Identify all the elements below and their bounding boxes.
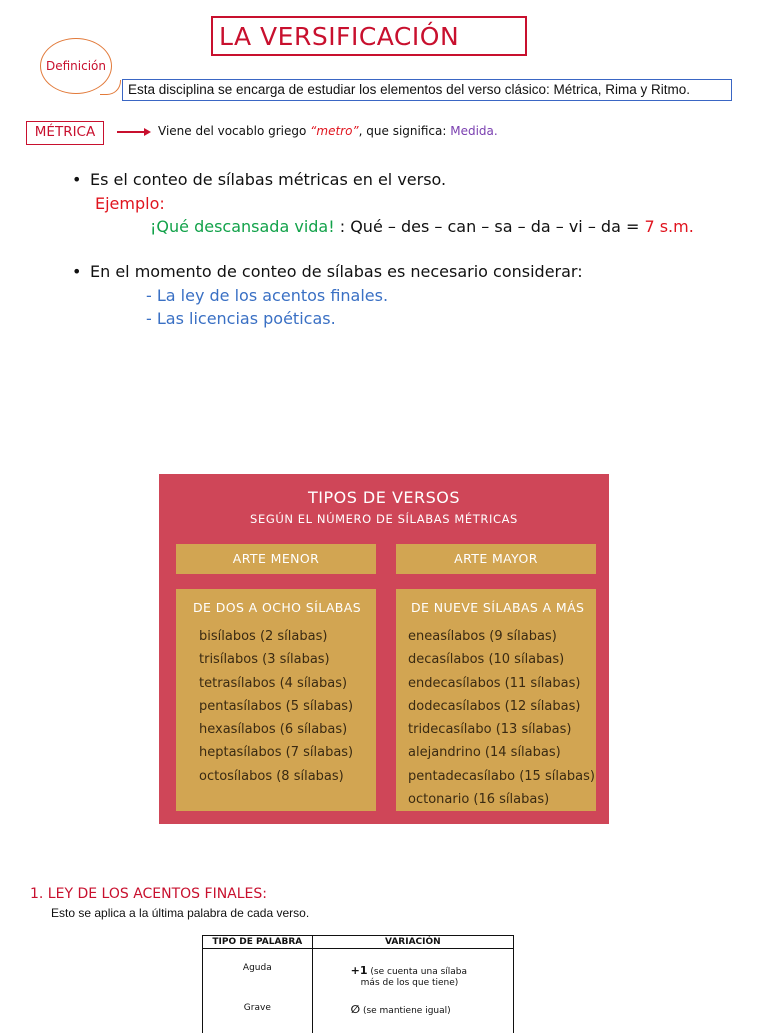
cell-variation xyxy=(312,993,513,1033)
bullet-considerar-text: En el momento de conteo de sílabas es necesario considerar: xyxy=(90,262,583,281)
list-item: decasílabos (10 sílabas) xyxy=(408,652,565,668)
definition-bubble-tail xyxy=(100,80,121,95)
list-item: bisílabos (2 sílabas) xyxy=(199,629,328,644)
list-item: trisílabos (3 sílabas) xyxy=(199,652,330,668)
bullet-considerar xyxy=(72,262,583,281)
bullet-icon: • xyxy=(72,170,82,189)
arte-mayor-header: ARTE MAYOR xyxy=(396,544,596,574)
arte-menor-column xyxy=(176,589,376,811)
panel-title: TIPOS DE VERSOS xyxy=(307,488,461,507)
metrica-label: MÉTRICA xyxy=(26,121,104,145)
right-arrow-icon xyxy=(117,126,151,138)
list-item: pentasílabos (5 sílabas) xyxy=(199,698,354,714)
verse-types-panel xyxy=(159,474,609,824)
list-item-ley-acentos: - La ley de los acentos finales. xyxy=(146,286,389,305)
example-split: : Qué – des – can – sa – da – vi – da = xyxy=(334,217,645,236)
variation-text: (se cuenta una sílaba xyxy=(367,967,468,977)
metrica-prefix: Viene del vocablo griego xyxy=(158,124,311,138)
accent-table xyxy=(202,935,514,1033)
cell-variation xyxy=(312,949,513,993)
list-item: hexasílabos (6 sílabas) xyxy=(199,722,348,738)
example-verse: ¡Qué descansada vida! xyxy=(150,217,335,236)
section-subtext-acentos: Esto se aplica a la última palabra de cada verso. xyxy=(51,906,310,920)
arte-menor-list xyxy=(199,625,353,788)
list-item: pentadecasílabo (15 sílabas) xyxy=(408,768,595,784)
variation-sign: ∅ xyxy=(350,1002,361,1016)
definition-text: Esta disciplina se encarga de estudiar los elementos del verso clásico: Métrica, Rima y Ritmo. xyxy=(122,79,732,101)
metrica-meaning: Medida. xyxy=(450,124,498,138)
example-result: 7 s.m. xyxy=(644,217,694,236)
cell-type: Aguda xyxy=(203,949,313,993)
arte-mayor-list xyxy=(408,625,595,811)
table-row xyxy=(203,993,514,1033)
column-header-variacion: VARIACIÓN xyxy=(312,936,513,949)
list-item: tridecasílabo (13 sílabas) xyxy=(408,722,572,738)
table-header-row xyxy=(203,936,514,949)
list-item: heptasílabos (7 sílabas) xyxy=(199,745,354,761)
column-header-tipo: TIPO DE PALABRA xyxy=(203,936,313,949)
cell-type: Grave xyxy=(203,993,313,1033)
bullet-conteo-text: Es el conteo de sílabas métricas en el verso. xyxy=(90,170,447,189)
variation-text: (se mantiene igual) xyxy=(360,1005,451,1016)
metrica-description xyxy=(158,124,498,138)
list-item: eneasílabos (9 sílabas) xyxy=(408,629,557,644)
metrica-term: “metro” xyxy=(310,124,359,138)
arte-mayor-column xyxy=(396,589,596,811)
list-item: tetrasílabos (4 sílabas) xyxy=(199,675,348,691)
arte-menor-header: ARTE MENOR xyxy=(176,544,376,574)
section-heading-acentos: 1. LEY DE LOS ACENTOS FINALES: xyxy=(30,886,268,902)
arte-mayor-range: DE NUEVE SÍLABAS A MÁS xyxy=(411,600,585,615)
page-title: LA VERSIFICACIÓN xyxy=(211,16,527,56)
list-item: dodecasílabos (12 sílabas) xyxy=(408,698,581,714)
list-item: alejandrino (14 sílabas) xyxy=(408,745,561,761)
variation-text-2: más de los que tiene) xyxy=(360,978,459,988)
variation-sign: +1 xyxy=(350,964,368,977)
list-item-licencias: - Las licencias poéticas. xyxy=(146,309,336,328)
list-item: endecasílabos (11 sílabas) xyxy=(408,675,581,691)
list-item: octonario (16 sílabas) xyxy=(408,792,550,808)
arte-menor-range: DE DOS A OCHO SÍLABAS xyxy=(193,600,362,615)
metrica-middle: , que significa: xyxy=(358,124,451,138)
example-label: Ejemplo: xyxy=(95,194,165,213)
table-row xyxy=(203,949,514,993)
bullet-conteo xyxy=(72,170,446,189)
bullet-icon: • xyxy=(72,262,82,281)
list-item: octosílabos (8 sílabas) xyxy=(199,768,344,784)
panel-subtitle: SEGÚN EL NÚMERO DE SÍLABAS MÉTRICAS xyxy=(250,512,518,526)
example-line xyxy=(150,217,694,236)
definition-label: Definición xyxy=(46,59,106,73)
